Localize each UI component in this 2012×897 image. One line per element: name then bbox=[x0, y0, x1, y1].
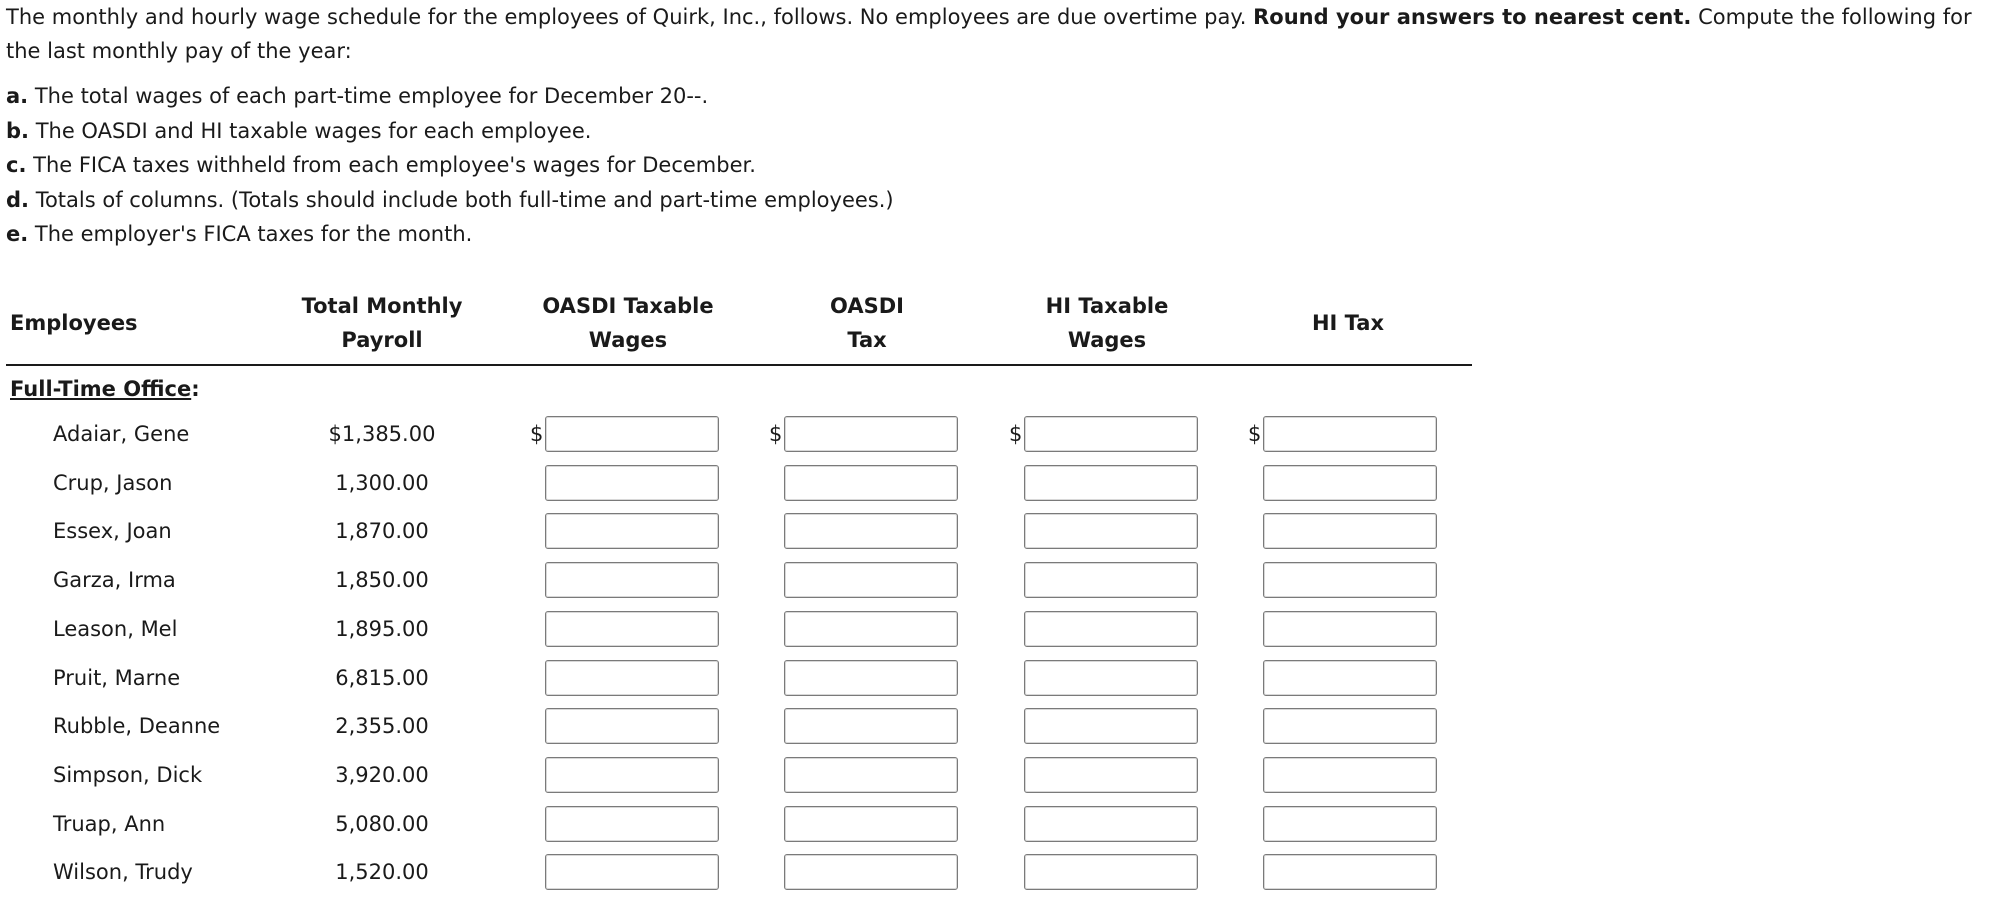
employee-name: Crup, Jason bbox=[53, 470, 173, 495]
header-oasdi-taxable-wages bbox=[542, 289, 713, 357]
task-text: Totals of columns. (Totals should include both full-time and part-time employees.) bbox=[29, 187, 894, 212]
oasdi-taxable-wages-input[interactable] bbox=[545, 562, 719, 598]
oasdi-taxable-wages-input[interactable] bbox=[545, 465, 719, 501]
oasdi-tax-input[interactable] bbox=[784, 660, 958, 696]
employee-total-monthly-payroll: 1,520.00 bbox=[335, 860, 429, 885]
employee-name: Wilson, Trudy bbox=[53, 860, 193, 885]
hi-tax-input[interactable] bbox=[1263, 562, 1437, 598]
table-row bbox=[0, 751, 1480, 800]
intro-text-end: Compute the following for the last monthly pay of the year: bbox=[6, 5, 1972, 63]
header-hi-tax: HI Tax bbox=[1311, 311, 1385, 335]
hi-tax-input[interactable] bbox=[1263, 757, 1437, 793]
oasdi-tax-input[interactable] bbox=[784, 806, 958, 842]
oasdi-tax-input[interactable] bbox=[784, 611, 958, 647]
employee-name: Leason, Mel bbox=[53, 616, 178, 641]
employee-total-monthly-payroll: 2,355.00 bbox=[335, 714, 429, 739]
currency-symbol: $ bbox=[769, 422, 783, 446]
table-row bbox=[0, 848, 1480, 897]
employee-total-monthly-payroll: 6,815.00 bbox=[335, 665, 429, 690]
header-line: Wages bbox=[1067, 328, 1147, 352]
employee-name: Essex, Joan bbox=[53, 519, 172, 544]
hi-taxable-wages-input[interactable] bbox=[1024, 465, 1198, 501]
hi-taxable-wages-input[interactable] bbox=[1024, 660, 1198, 696]
employee-name: Adaiar, Gene bbox=[53, 422, 190, 446]
task-text: The FICA taxes withheld from each employee's wages for December. bbox=[26, 153, 756, 177]
oasdi-taxable-wages-input[interactable] bbox=[545, 757, 719, 793]
table-row bbox=[0, 459, 1480, 508]
hi-tax-input[interactable] bbox=[1263, 513, 1437, 549]
employee-total-monthly-payroll: 1,895.00 bbox=[335, 616, 429, 641]
employee-total-monthly-payroll: 3,920.00 bbox=[335, 762, 429, 787]
hi-tax-input[interactable] bbox=[1263, 465, 1437, 501]
task-item bbox=[6, 217, 894, 252]
task-item bbox=[6, 114, 894, 149]
hi-taxable-wages-input[interactable] bbox=[1024, 416, 1198, 452]
oasdi-tax-input[interactable] bbox=[784, 416, 958, 452]
intro-bold-text: Round your answers to nearest cent. bbox=[1253, 5, 1692, 29]
oasdi-tax-input[interactable] bbox=[784, 465, 958, 501]
oasdi-taxable-wages-input[interactable] bbox=[545, 854, 719, 890]
task-letter: e. bbox=[6, 222, 29, 246]
employee-name: Garza, Irma bbox=[53, 568, 176, 593]
oasdi-tax-input[interactable] bbox=[784, 757, 958, 793]
employee-name: Pruit, Marne bbox=[53, 665, 181, 690]
header-line: HI Taxable bbox=[1045, 294, 1169, 318]
task-item bbox=[6, 148, 894, 183]
task-letter: c. bbox=[6, 153, 27, 177]
task-letter: a. bbox=[6, 84, 29, 108]
oasdi-tax-input[interactable] bbox=[784, 562, 958, 598]
section-title-text: Full-Time Office bbox=[10, 377, 192, 401]
hi-taxable-wages-input[interactable] bbox=[1024, 513, 1198, 549]
header-hi-taxable-wages bbox=[1046, 289, 1169, 357]
task-list bbox=[6, 79, 894, 252]
employee-name: Truap, Ann bbox=[53, 811, 166, 836]
oasdi-taxable-wages-input[interactable] bbox=[545, 513, 719, 549]
hi-tax-input[interactable] bbox=[1263, 416, 1437, 452]
oasdi-taxable-wages-input[interactable] bbox=[545, 806, 719, 842]
oasdi-tax-input[interactable] bbox=[784, 854, 958, 890]
hi-taxable-wages-input[interactable] bbox=[1024, 708, 1198, 744]
oasdi-taxable-wages-input[interactable] bbox=[545, 416, 719, 452]
table-row bbox=[0, 654, 1480, 703]
problem-intro bbox=[6, 0, 1996, 68]
table-row bbox=[0, 800, 1480, 849]
oasdi-tax-input[interactable] bbox=[784, 708, 958, 744]
header-total-monthly-payroll bbox=[302, 289, 463, 357]
hi-taxable-wages-input[interactable] bbox=[1024, 806, 1198, 842]
task-item bbox=[6, 79, 894, 114]
hi-tax-input[interactable] bbox=[1263, 708, 1437, 744]
employee-total-monthly-payroll: 1,300.00 bbox=[335, 470, 429, 495]
header-line: OASDI Taxable bbox=[542, 294, 714, 318]
header-line: OASDI bbox=[830, 294, 904, 318]
table-row bbox=[0, 702, 1480, 751]
task-item bbox=[6, 183, 894, 218]
oasdi-taxable-wages-input[interactable] bbox=[545, 611, 719, 647]
section-title-full-time-office bbox=[10, 372, 200, 406]
task-letter: d. bbox=[6, 187, 30, 212]
table-row bbox=[0, 507, 1480, 556]
table-row bbox=[0, 410, 1480, 459]
table-row bbox=[0, 605, 1480, 654]
hi-tax-input[interactable] bbox=[1263, 854, 1437, 890]
currency-symbol: $ bbox=[1009, 422, 1023, 446]
employee-total-monthly-payroll: 1,870.00 bbox=[335, 519, 429, 544]
oasdi-taxable-wages-input[interactable] bbox=[545, 708, 719, 744]
header-line: Wages bbox=[588, 328, 668, 352]
oasdi-tax-input[interactable] bbox=[784, 513, 958, 549]
employee-total-monthly-payroll: $1,385.00 bbox=[328, 422, 436, 446]
employee-total-monthly-payroll: 5,080.00 bbox=[335, 811, 429, 836]
hi-tax-input[interactable] bbox=[1263, 660, 1437, 696]
task-text: The OASDI and HI taxable wages for each employee. bbox=[29, 118, 592, 143]
task-text: The employer's FICA taxes for the month. bbox=[28, 222, 473, 246]
employee-name: Rubble, Deanne bbox=[53, 714, 221, 739]
header-oasdi-tax bbox=[830, 289, 904, 357]
currency-symbol: $ bbox=[530, 422, 544, 446]
header-employees: Employees bbox=[10, 311, 138, 335]
hi-taxable-wages-input[interactable] bbox=[1024, 562, 1198, 598]
employee-total-monthly-payroll: 1,850.00 bbox=[335, 568, 429, 593]
header-divider bbox=[6, 364, 1472, 366]
intro-text: The monthly and hourly wage schedule for the employees of Quirk, Inc., follows. No employees are due overtime pay. bbox=[6, 5, 1254, 29]
currency-symbol: $ bbox=[1248, 422, 1262, 446]
section-title-colon: : bbox=[191, 377, 200, 401]
hi-tax-input[interactable] bbox=[1263, 806, 1437, 842]
task-text: The total wages of each part-time employee for December 20--. bbox=[28, 84, 709, 108]
header-line: Tax bbox=[847, 328, 887, 352]
oasdi-taxable-wages-input[interactable] bbox=[545, 660, 719, 696]
hi-taxable-wages-input[interactable] bbox=[1024, 757, 1198, 793]
task-letter: b. bbox=[6, 118, 30, 143]
employee-name: Simpson, Dick bbox=[53, 762, 203, 787]
hi-tax-input[interactable] bbox=[1263, 611, 1437, 647]
hi-taxable-wages-input[interactable] bbox=[1024, 854, 1198, 890]
header-line: Payroll bbox=[341, 328, 423, 352]
header-line: Total Monthly bbox=[301, 294, 463, 318]
table-row bbox=[0, 556, 1480, 605]
hi-taxable-wages-input[interactable] bbox=[1024, 611, 1198, 647]
